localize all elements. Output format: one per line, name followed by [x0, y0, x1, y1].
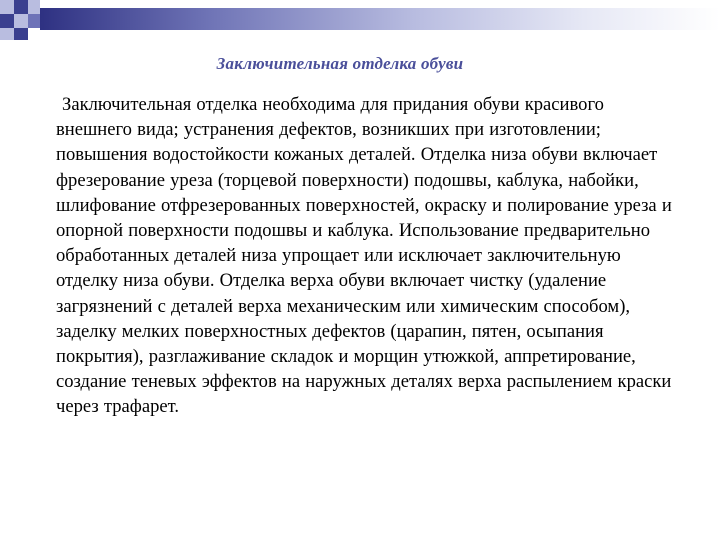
decor-square [28, 0, 40, 14]
decor-square [28, 14, 40, 28]
decor-square [0, 28, 14, 40]
slide-title: Заключительная отделка обуви [216, 54, 464, 73]
header-gradient-bar [40, 8, 720, 30]
decor-square [0, 0, 14, 14]
decor-square [14, 28, 28, 40]
decor-square [14, 0, 28, 14]
slide-body-text: Заключительная отделка необходима для придания обуви красивого внешнего вида; устранения дефектов, возникших при изготовлении; повышения водостойкости кожаных деталей. Отделка низа обуви включает фрезерование уреза (торцевой поверхности) подошвы, каблука, набойки, шлифование отфрезерованных поверхностей, окраску и полирование уреза и опорной поверхности подошвы и каблука. Использование предварительно обработанных деталей низа упрощает или исключает заключительную отделку низа обуви. Отделка верха обуви включает чистку (удаление загрязнений с деталей верха механическим или химическим способом), заделку мелких поверхностных дефектов (царапин, пятен, осыпания покрытия), разглаживание складок и морщин утюжкой, аппретирование, создание теневых эффектов на наружных деталях верха распылением краски через трафарет. [56, 94, 672, 418]
decor-square [0, 14, 14, 28]
decor-square [14, 14, 28, 28]
